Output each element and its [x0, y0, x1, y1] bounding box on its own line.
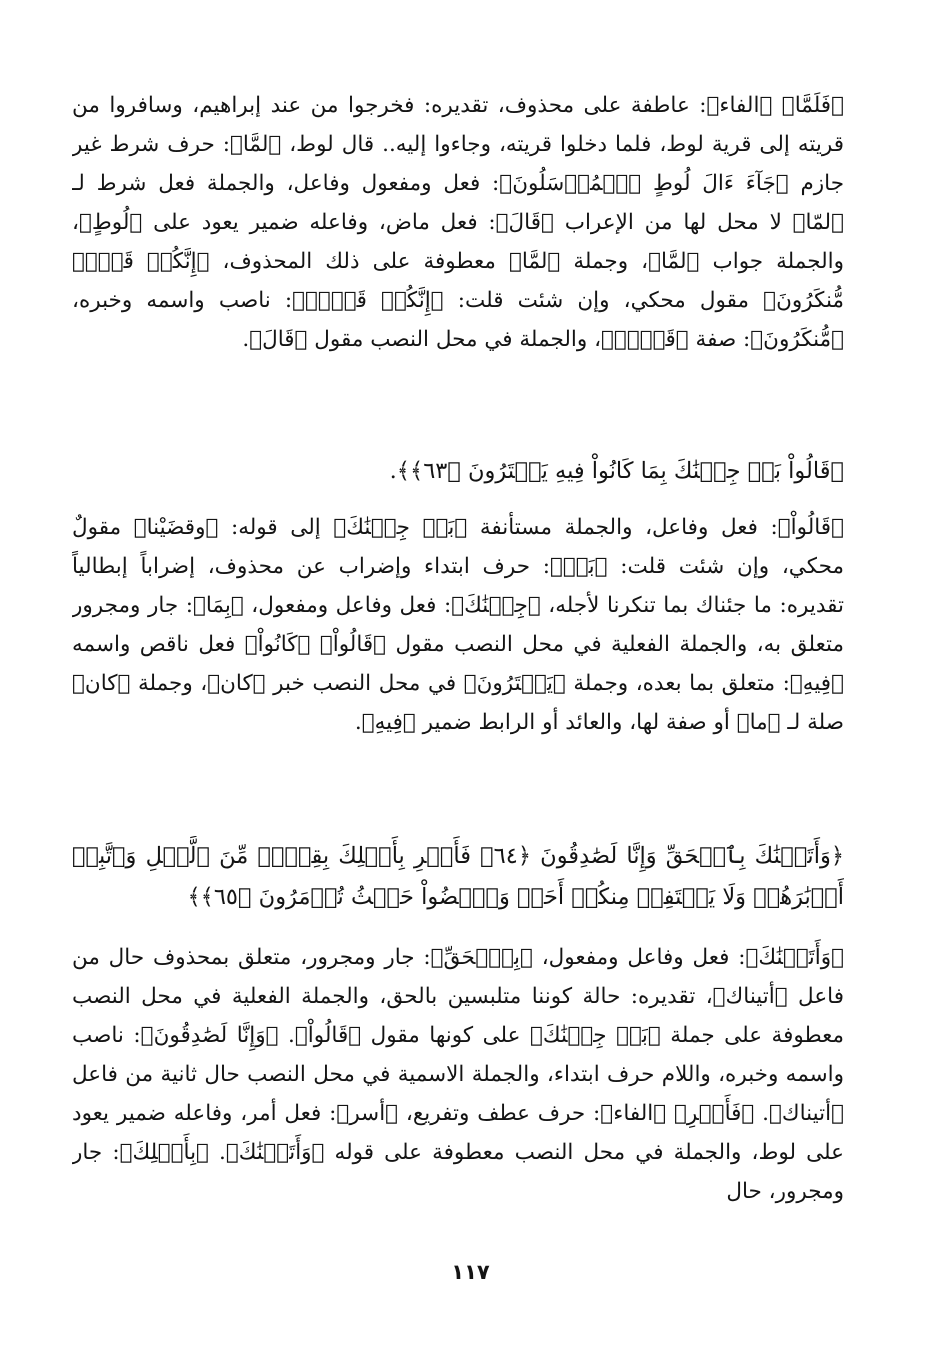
- page-body: [72, 86, 844, 1250]
- quran-verses-64-65: ﴿وَأَتَيۡنَٰكَ بِٱلۡحَقِّ وَإِنَّا لَصَٰدِقُونَ ﴿٦٤﴾ فَأَسۡرِ بِأَهۡلِكَ بِقِطۡعٖ مِّنَ ٱلَّيۡلِ وَٱتَّبِعۡ أَدۡبَٰرَهُمۡ وَلَا يَلۡتَفِتۡ مِنكُمۡ أَحَدٞ وَٱمۡضُواْ حَيۡثُ تُؤۡمَرُونَ ﴿٦٥﴾﴾: [72, 843, 844, 910]
- commentary-paragraph-3: ﴿وَأَتَيۡنَٰكَ﴾: فعل وفاعل ومفعول، ﴿بِٱلۡحَقِّ﴾: جار ومجرور، متعلق بمحذوف حال من فاعل ﴿أتيناك﴾، تقديره: حالة كوننا متلبسين بالحق، والجملة الفعلية في محل النصب معطوفة على جملة ﴿بَلۡ جِئۡنَٰكَ﴾ على كونها مقول ﴿قَالُواْ﴾. ﴿وَإِنَّا لَصَٰدِقُونَ﴾: ناصب واسمه وخبره، واللام حرف ابتداء، والجملة الاسمية في محل النصب حال ثانية من فاعل ﴿أتيناك﴾. ﴿فَأَسۡرِ﴾ ﴿الفاء﴾: حرف عطف وتفريع، ﴿أسر﴾: فعل أمر، وفاعله ضمير يعود على لوط، والجملة في محل النصب معطوفة على قوله ﴿وَأَتَيۡنَٰكَ﴾. ﴿بِأَهۡلِكَ﴾: جار ومجرور، حال: [72, 945, 844, 1204]
- commentary-paragraph-2: ﴿قَالُواْ﴾: فعل وفاعل، والجملة مستأنفة ﴿بَلۡ جِئۡنَٰكَ﴾ إلى قوله: ﴿وقضَيْنا﴾ مقولٌ محكي، وإن شئت قلت: ﴿بَلۡ﴾: حرف ابتداء وإضراب عن محذوف، إضراباً إبطالياً تقديره: ما جئناك بما تنكرنا لأجله، ﴿جِئۡنَٰكَ﴾: فعل وفاعل ومفعول، ﴿بِمَا﴾: جار ومجرور متعلق به، والجملة الفعلية في محل النصب مقول ﴿قَالُواْ﴾ ﴿كَانُواْ﴾ فعل ناقص واسمه ﴿فِيهِ﴾: متعلق بما بعده، وجملة ﴿يَمۡتَرُونَ﴾ في محل النصب خبر ﴿كان﴾، وجملة ﴿كان﴾ صلة لـ ﴿ما﴾ أو صفة لها، والعائد أو الرابط ضمير ﴿فِيهِ﴾.: [72, 515, 844, 735]
- commentary-paragraph-1: ﴿فَلَمَّا﴾ ﴿الفاء﴾: عاطفة على محذوف، تقديره: فخرجوا من عند إبراهيم، وسافروا من قريته إلى قرية لوط، فلما دخلوا قريته، وجاءوا إليه.. قال لوط، ﴿لمَّا﴾: حرف شرط غير جازم ﴿جَآءَ ءَالَ لُوطٍ ٱلۡمُرۡسَلُونَ﴾: فعل ومفعول وفاعل، والجملة فعل شرط لـ ﴿لمّا﴾ لا محل لها من الإعراب ﴿قَالَ﴾: فعل ماض، وفاعله ضمير يعود على ﴿لُوطٍ﴾، والجملة جواب ﴿لمَّا﴾، وجملة ﴿لمَّا﴾ معطوفة على ذلك المحذوف، ﴿إِنَّكُمۡ قَوۡمٞ مُّنكَرُونَ﴾ مقول محكي، وإن شئت قلت: ﴿إِنَّكُمۡ قَوۡمٞ﴾: ناصب واسمه وخبره، ﴿مُّنكَرُونَ﴾: صفة ﴿قَوۡمٞ﴾، والجملة في محل النصب مقول ﴿قَالَ﴾.: [72, 93, 844, 352]
- quran-verse-63: ﴿قَالُواْ بَلۡ جِئۡنَٰكَ بِمَا كَانُواْ فِيهِ يَمۡتَرُونَ ﴿٦٣﴾﴾.: [389, 458, 844, 484]
- page-number: ١١٧: [451, 1260, 490, 1284]
